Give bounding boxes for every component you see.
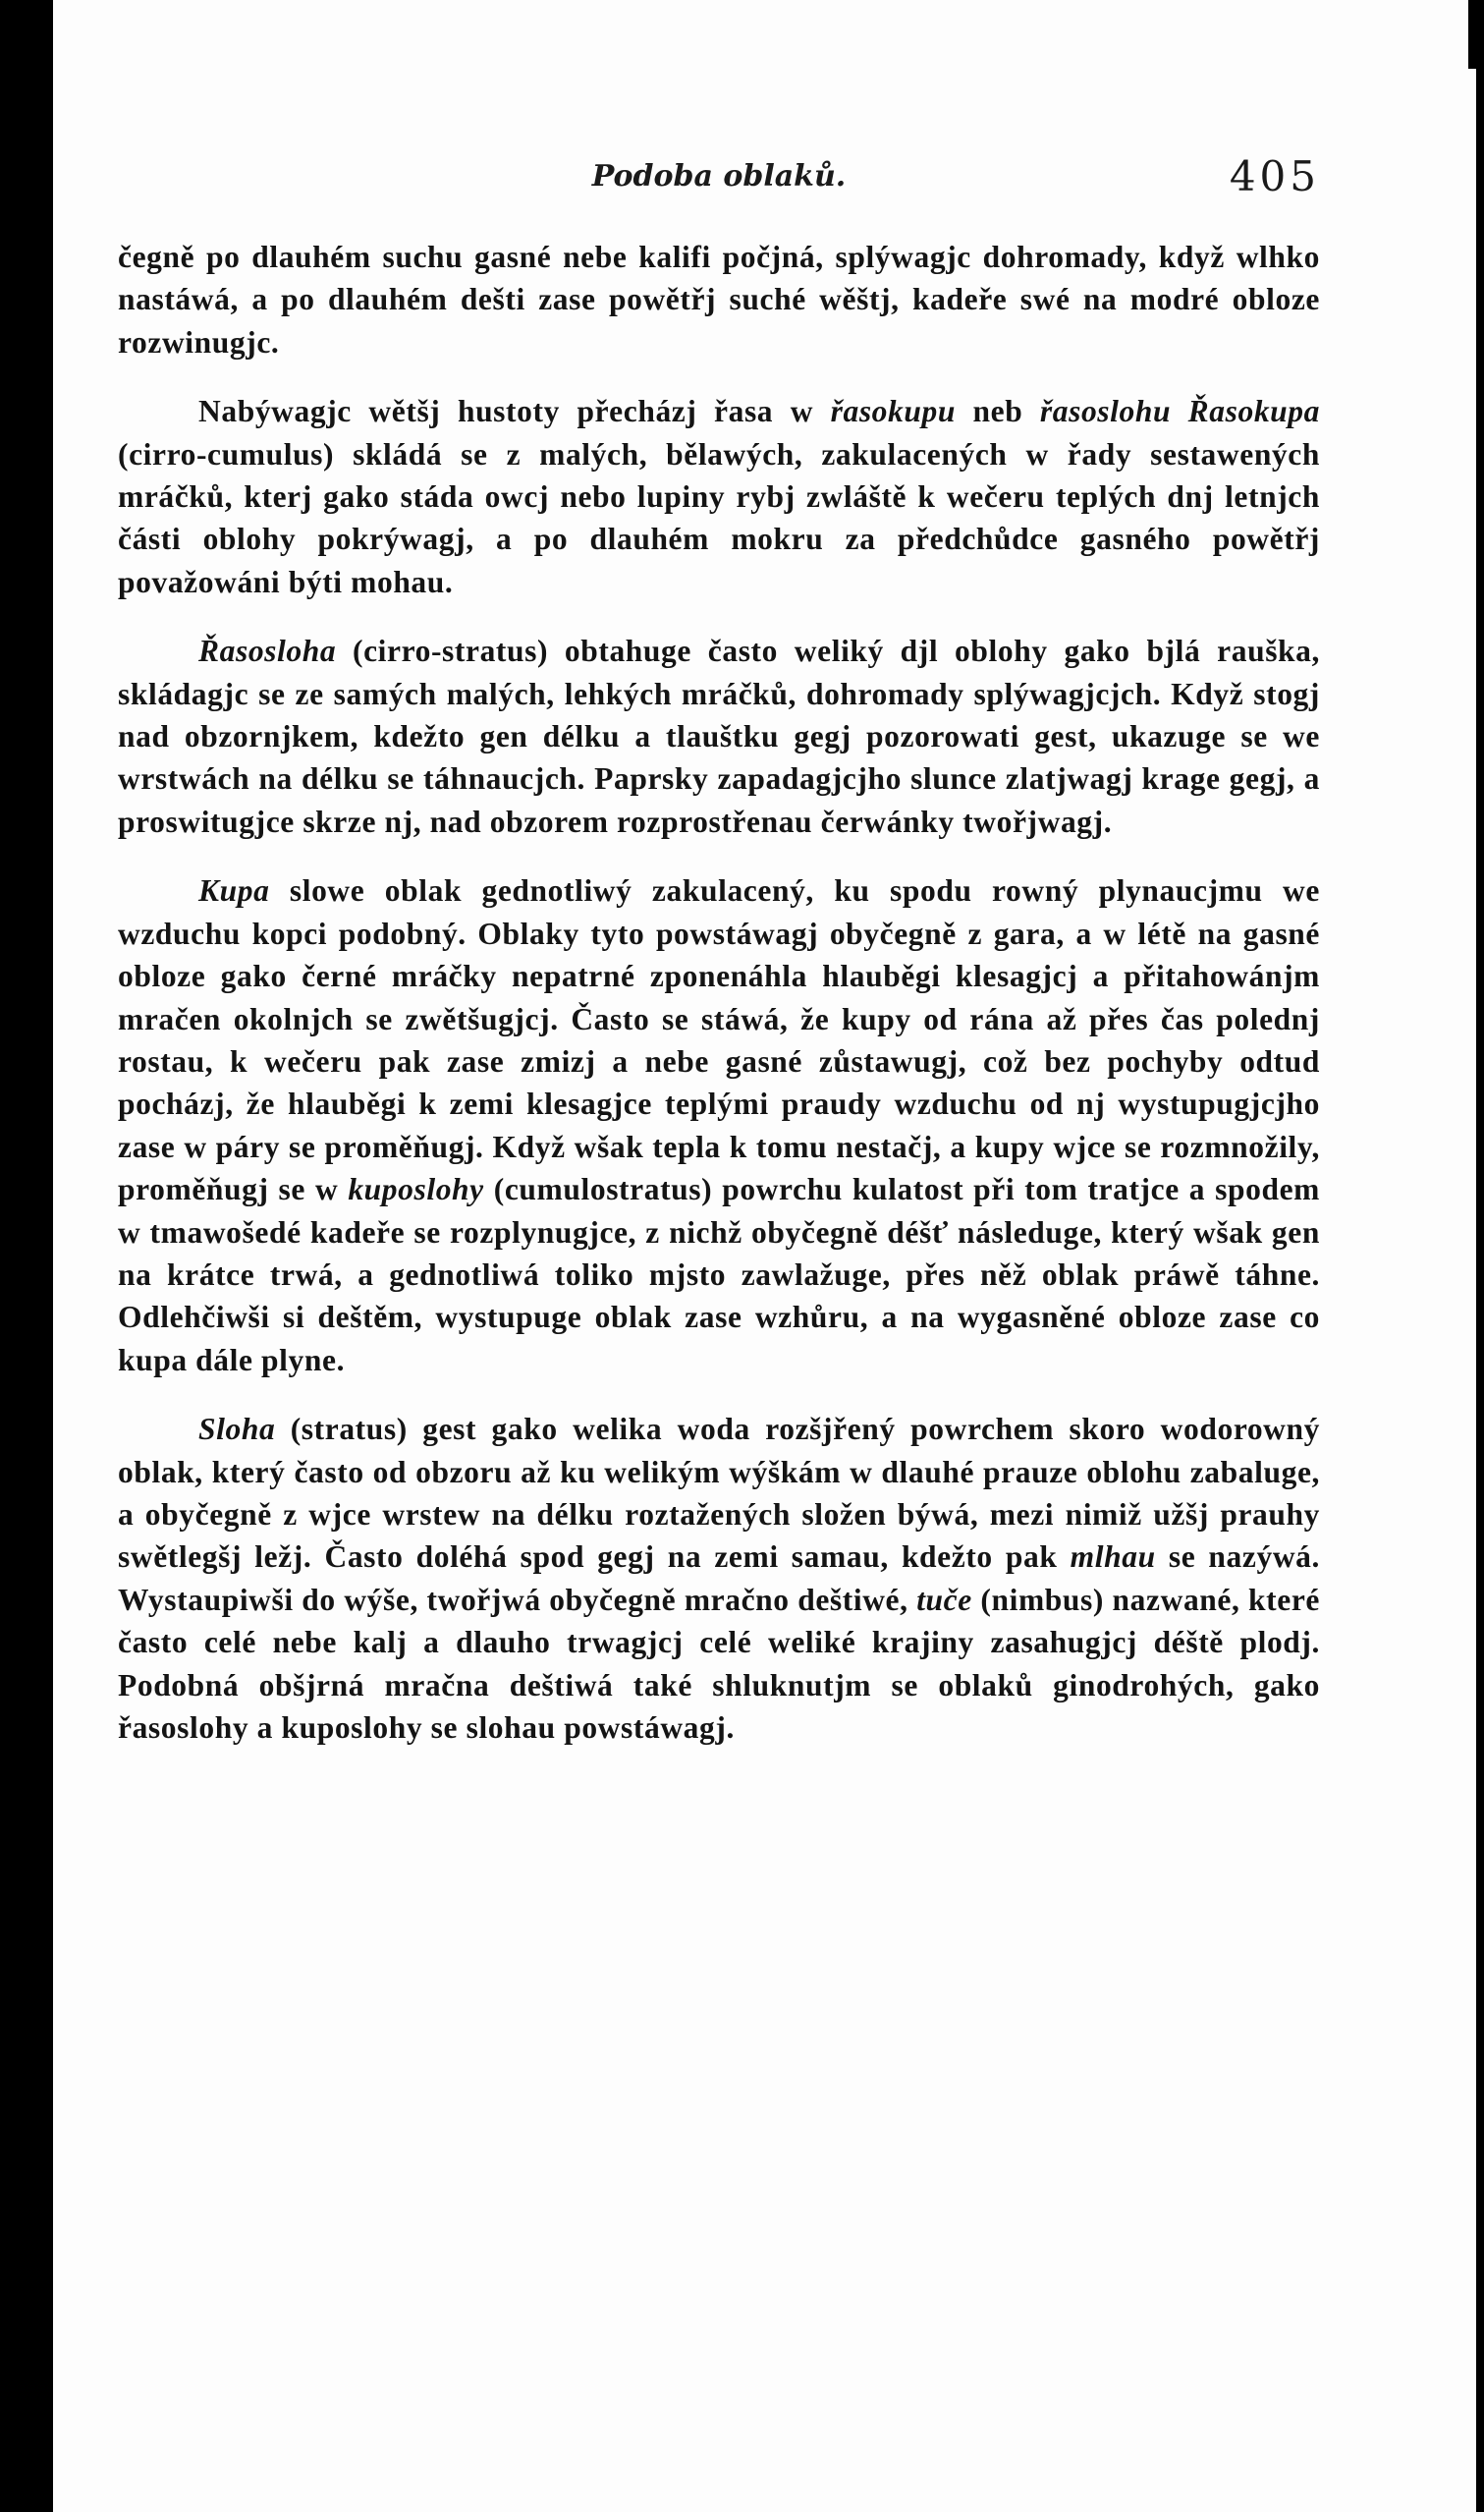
term-sloha: Sloha	[198, 1412, 276, 1447]
running-title: Podoba oblaků.	[591, 159, 847, 194]
text-run	[1171, 394, 1188, 428]
text-run: se nazýwá. Wystaupiwši do wýše, twořjwá obyčegně mračno deštiwé,	[118, 1539, 1320, 1617]
text-run: slowe oblak gednotliwý zakulacený, ku spodu rowný plynaucjmu we wzduchu kopci podobný. Oblaky tyto powstáwagj obyčegně z gara, a w létě na gasné obloze gako černé mráčky nepatrné zponenáhla hlauběgi klesagjcj a přitahowánjm mračen okolnjch se zwětšugjcj. Často se stáwá, že kupy od rána až přes čas polednj rostau, k wečeru pak zase zmizj a nebe gasné zůstawugj, což bez pochyby odtud pocházj, že hlauběgi k zemi klesagjce teplými praudy wzduchu od nj wystupugjcjho zase w páry se proměňugj. Když wšak tepla k tomu nestačj, a kupy wjce se rozmnožily, proměňugj se w	[118, 873, 1320, 1207]
text-run: neb	[955, 394, 1040, 429]
text-run: (nimbus) nazwané, které často celé nebe kalj a dlauho trwagjcj celé weliké krajiny zasahugjcj déště plodj. Podobná obšjrná mračna deštiwá také shluknutjm se oblaků ginodrohých, gako řasoslohy a kuposlohy se slohau powstáwagj.	[118, 1582, 1320, 1745]
paragraph-rasokupa	[118, 390, 1320, 603]
paragraph-kupa	[118, 869, 1320, 1381]
text-run: (cumulostratus) powrchu kulatost při tom tratjce a spodem w tmawošedé kadeře se rozplynugjce, z nichž obyčegně déšť následuge, který wšak gen na krátce trwá, a gednotliwá toliko mjsto zawlažuge, přes něž oblak práwě táhne. Odlehčiwši si deštěm, wystupuge oblak zase wzhůru, a na wygasněné obloze zase co kupa dále plyne.	[118, 1172, 1320, 1377]
term-rasosloha: Řasosloha	[198, 634, 337, 669]
text-run: Nabýwagjc wětšj hustoty přecházj řasa w	[198, 394, 831, 429]
page-number: 405	[1229, 152, 1320, 200]
book-page	[53, 0, 1476, 2512]
text-run: (cirro-cumulus) skládá se z malých, bělawých, zakulacených w řady sestawených mráčků, kterj gako stáda owcj nebo lupiny rybj zwláště k wečeru teplých dnj letnjch části oblohy pokrýwagj, a po dlauhém mokru za předchůdce gasného powětřj považowáni býti mohau.	[118, 436, 1320, 599]
page-header	[118, 152, 1320, 201]
text-run: (cirro-stratus) obtahuge často weliký djl oblohy gako bjlá rauška, skládagjc se ze samých malých, lehkých mráčků, dohromady splýwagjcjch. Když stogj nad obzornjkem, kdežto gen délku a tlauštku gegj pozorowati gest, ukazuge se we wrstwách na délku se táhnaucjch. Paprsky zapadagjcjho slunce zlatjwagj krage gegj, a proswitugjce skrze nj, nad obzorem rozprostřenau čerwánky twořjwagj.	[118, 634, 1320, 839]
term-tuce: tuče	[916, 1582, 972, 1617]
page-edge-shadow	[1468, 0, 1476, 69]
paragraph-rasosloha	[118, 630, 1320, 843]
paragraph-sloha	[118, 1408, 1320, 1749]
text-run: (stratus) gest gako welika woda rozšjřený powrchem skoro wodorowný oblak, který často od obzoru až ku welikým wýškám w dlauhé prauze oblohu zabaluge, a obyčegně z wjce wrstew na délku roztažených složen býwá, mezi nimiž užšj prauhy swětlegšj ležj. Často doléhá spod gegj na zemi samau, kdežto pak	[118, 1412, 1320, 1575]
body-text	[118, 236, 1320, 1749]
term-rasoslohu: řasoslohu	[1039, 394, 1172, 429]
term-kupa: Kupa	[198, 873, 270, 909]
term-rasokupu: řasokupu	[830, 394, 956, 429]
term-mlhau: mlhau	[1070, 1539, 1156, 1575]
paragraph-continuation	[118, 236, 1320, 363]
term-rasokupa: Řasokupa	[1187, 394, 1320, 429]
text-run: čegně po dlauhém suchu gasné nebe kalifi počjná, splýwagjc dohromady, když wlhko nastáwá, a po dlauhém dešti zase powětřj suché wěštj, kadeře swé na modré obloze rozwinugjc.	[118, 240, 1320, 360]
term-kuposlohy: kuposlohy	[348, 1172, 484, 1207]
